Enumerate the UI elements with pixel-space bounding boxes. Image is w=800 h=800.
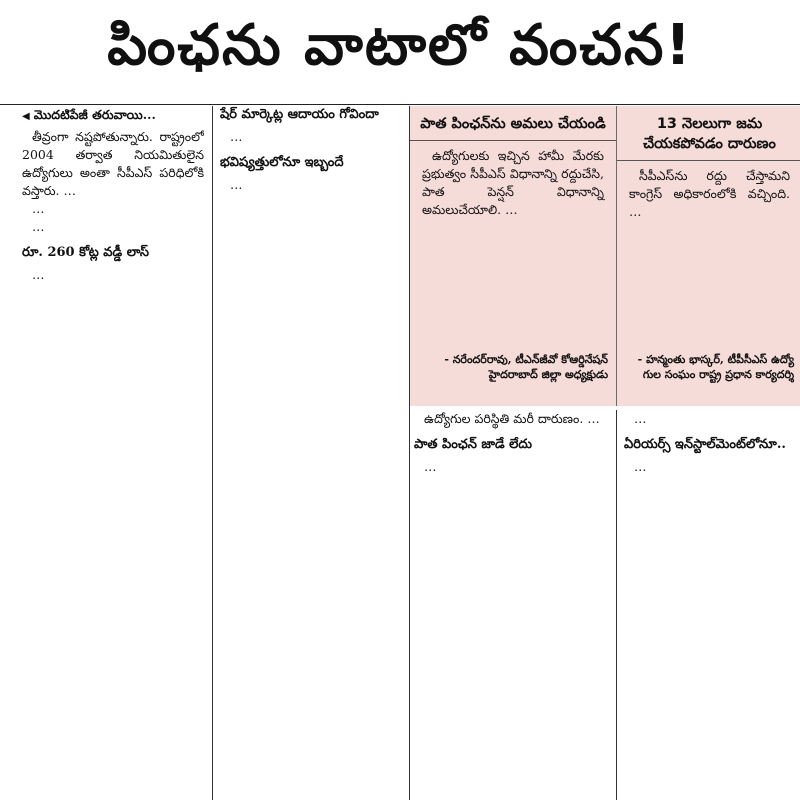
quote-box-right-title: 13 నెలలుగా జమ చేయకపోవడం దారుణం	[617, 108, 800, 161]
col3b-paragraph-2: …	[634, 459, 647, 474]
quote-box-right	[617, 108, 800, 221]
column-divider-1	[212, 106, 213, 800]
col3b-subheading: ఏరియర్స్ ఇన్‌స్టాల్‌మెంట్‌లోనూ..	[624, 437, 786, 452]
col1-subheading: రూ. 260 కోట్ల వడ్డీ లాస్	[22, 245, 150, 260]
col3a-subheading: పాత పింఛన్ జాడే లేదు	[414, 437, 533, 452]
col2-subheading-1: షేర్ మార్కెట్ల ఆదాయం గోవిందా	[220, 107, 379, 122]
byline-name: - హన్మంతు భాస్కర్, టీపీసీఎస్ ఉద్యో	[637, 353, 794, 366]
column-3b	[624, 410, 800, 476]
column-divider-3	[616, 410, 617, 800]
col2-paragraph-2: …	[230, 177, 243, 192]
headline: పింఛను వాటాలో వంచన!	[107, 12, 693, 78]
column-3a	[414, 410, 610, 476]
col3a-paragraph-1: ఉద్యోగుల పరిస్థితి మరీ దారుణం. …	[424, 411, 600, 426]
col1-paragraph-4: …	[32, 267, 45, 282]
quote-box-left-title: పాత పింఛన్‌ను అమలు చేయండి	[410, 108, 616, 141]
col3a-paragraph-2: …	[424, 459, 437, 474]
byline-role: గుల సంఘం రాష్ట్ర ప్రధాన కార్యదర్శి	[642, 368, 794, 381]
kicker-text: మొదటిపేజీ తరువాయి...	[33, 107, 156, 122]
col2-paragraph-1: …	[230, 129, 243, 144]
quote-box-right-byline	[622, 352, 794, 382]
quote-box-left	[410, 108, 616, 219]
col1-paragraph-1: తీవ్రంగా నష్టపోతున్నారు. రాష్ట్రంలో 2004 తర్వాత నియమితులైన ఉద్యోగులు అంతా సీపీఎస్ పరిధిలోకి వస్తారు. …	[22, 129, 204, 198]
headline-rule	[0, 104, 800, 105]
column-1	[22, 106, 204, 800]
quote-box-left-byline	[420, 352, 608, 382]
quote-box-right-text: సీపీఎస్‌ను రద్దు చేస్తామని కాంగ్రెస్ అధికారంలోకి వచ్చింది. …	[629, 168, 790, 219]
byline-name: - నరేందర్‌రావు, టీఎన్‌జీవో కోఆర్డినేషన్	[444, 353, 608, 366]
quote-box-left-text: ఉద్యోగులకు ఇచ్చిన హామీ మేరకు ప్రభుత్వం సీపీఎస్ విధానాన్ని రద్దుచేసి, పాత పెన్షన్ విధానాన్ని అమలుచేయాలి. …	[422, 148, 604, 217]
col2-subheading-2: భవిష్యత్తులోనూ ఇబ్బందే	[220, 155, 344, 170]
col3b-paragraph-1: …	[634, 411, 647, 426]
col1-paragraph-3: …	[32, 219, 45, 234]
continuation-kicker	[22, 106, 204, 126]
col1-paragraph-2: …	[32, 201, 45, 216]
column-2	[220, 106, 410, 800]
triangle-icon: ◀	[22, 111, 30, 122]
byline-role: హైదరాబాద్ జిల్లా అధ్యక్షుడు	[488, 368, 608, 381]
